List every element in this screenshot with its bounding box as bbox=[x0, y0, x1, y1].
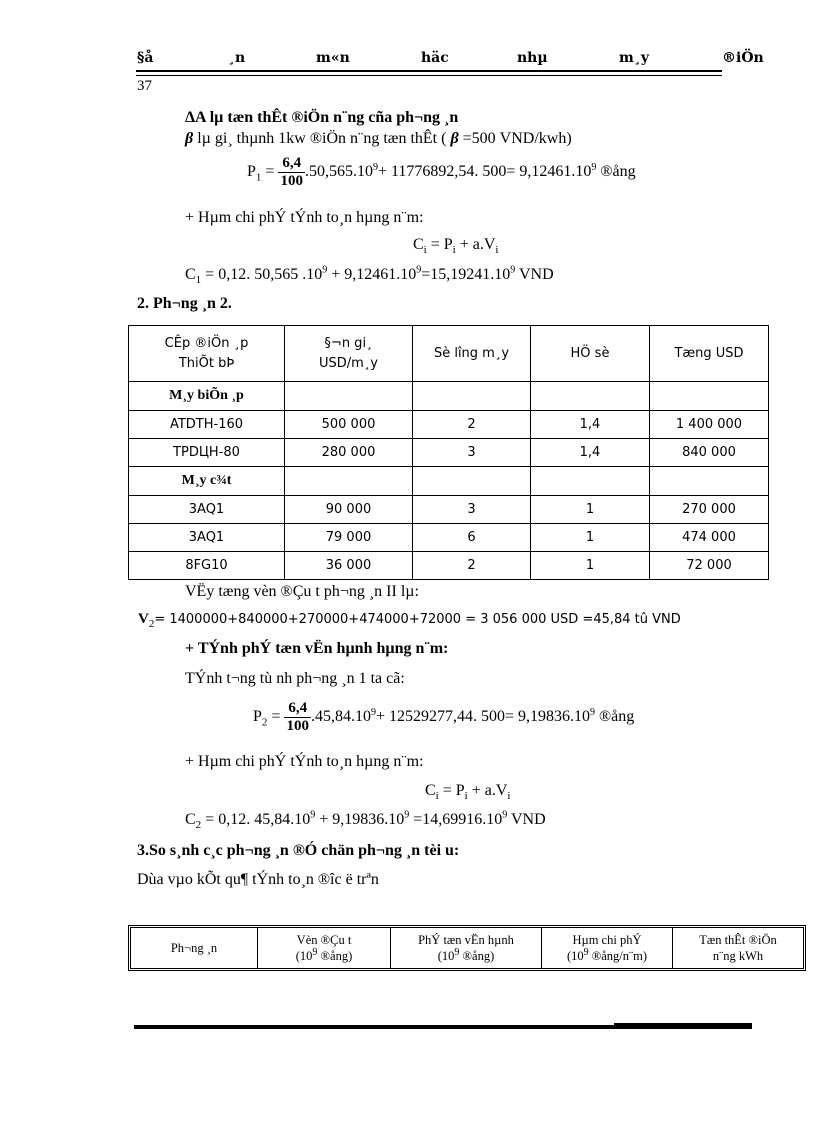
table-cell: 1,4 bbox=[531, 439, 650, 467]
table-cell: 500 000 bbox=[285, 411, 413, 439]
table-cell: 3 bbox=[413, 496, 531, 524]
category-row bbox=[129, 467, 769, 496]
ci-formula-2: $C_i = P_i + a.V_i$ bbox=[425, 782, 511, 803]
table-cell: 270 000 bbox=[650, 496, 769, 524]
footer-rule-segment bbox=[614, 1023, 752, 1025]
header-cell: §¬n gi¸ USD/m¸y bbox=[285, 326, 413, 382]
table-row bbox=[129, 552, 769, 580]
table-cell: 3AQ1 bbox=[129, 496, 285, 524]
table-cell: 90 000 bbox=[285, 496, 413, 524]
table-cell: 474 000 bbox=[650, 524, 769, 552]
page-number: 37 bbox=[137, 78, 152, 94]
table-row bbox=[129, 524, 769, 552]
comparison-header-cell: Tæn thÊt ®iÖn n¨ng kWh bbox=[673, 928, 804, 968]
table-cell: 1 400 000 bbox=[650, 411, 769, 439]
intro-line-1: ΔA lµ tæn thÊt ®iÖn n¨ng cña ph¬ng ¸n bbox=[185, 109, 459, 126]
header-cell: Sè lîng m¸y bbox=[413, 326, 531, 382]
comparison-header-row bbox=[131, 928, 803, 968]
table-cell: 36 000 bbox=[285, 552, 413, 580]
table-cell: 6 bbox=[413, 524, 531, 552]
c1-line: $C_1 = 0,12$. 50,565 $.10^9 + 9,12461.10^9=15,19241.10^9$ VND bbox=[185, 264, 554, 287]
table-cell: 8FG10 bbox=[129, 552, 285, 580]
table-cell: 2 bbox=[413, 411, 531, 439]
cost-heading-2: + Hµm chi phÝ tÝnh to¸n hµng n¨m: bbox=[185, 753, 424, 770]
table-cell: 3AQ1 bbox=[129, 524, 285, 552]
header-word-2: ¸n bbox=[228, 50, 246, 66]
table-row bbox=[129, 439, 769, 467]
comparison-header-cell: PhÝ tæn vËn hµnh ($10^9$ ®ång) bbox=[391, 928, 542, 968]
header-word-5: nhµ bbox=[517, 50, 548, 66]
comparison-header-cell: Hµm chi phÝ ($10^9$ ®ång/n¨m) bbox=[542, 928, 673, 968]
header-word-1: §å bbox=[137, 50, 154, 66]
header-rule-thick bbox=[136, 70, 722, 72]
header-cell: HÖ sè bbox=[531, 326, 650, 382]
section-2-title: 2. Ph¬ng ¸n 2. bbox=[137, 295, 232, 312]
op-cost-heading: + TÝnh phÝ tæn vËn hµnh hµng n¨m: bbox=[185, 640, 449, 657]
intro-line-2: β lµ gi¸ thµnh 1kw ®iÖn n¨ng tæn thÊt ( β =500 VND/kwh) bbox=[185, 130, 572, 147]
comparison-header-cell: Vèn ®Çu t ($10^9$ ®ång) bbox=[258, 928, 391, 968]
formula-p1: $P_1$ = $\frac{6,4}{100}$ $.50,565.10^9+ 11776892,54$. $500= 9,12461.10^9$ ®ång bbox=[247, 155, 636, 189]
cost-heading-1: + Hµm chi phÝ tÝnh to¸n hµng n¨m: bbox=[185, 209, 424, 226]
table-row bbox=[129, 411, 769, 439]
header-word-6: m¸y bbox=[619, 50, 649, 66]
category-label: M¸y biÕn ¸p bbox=[129, 382, 285, 411]
table-cell: 3 bbox=[413, 439, 531, 467]
ci-formula-1: $C_i = P_i + a.V_i$ bbox=[413, 236, 499, 257]
table-cell: 280 000 bbox=[285, 439, 413, 467]
table-cell: 2 bbox=[413, 552, 531, 580]
table-cell: 1 bbox=[531, 496, 650, 524]
v2-line: $V_2= 1400000+840000+270000+474000+72000 = 3$ 056 000 USD =45,84 tû VND bbox=[138, 611, 681, 630]
c2-line: $C_2 = 0,12$. $45,84.10^9 + 9,19836.10^9 =14,69916.10^9$ VND bbox=[185, 809, 546, 832]
header-cell: Tæng USD bbox=[650, 326, 769, 382]
footer-rule bbox=[134, 1025, 752, 1029]
formula-p2: $P_2$ = $\frac{6,4}{100}$ $.45,84.10^9+ 12529277,44$. $500= 9,19836.10^9$ ®ång bbox=[253, 700, 635, 734]
table-row bbox=[129, 496, 769, 524]
table-cell: ATDTH-160 bbox=[129, 411, 285, 439]
table-cell: TPDЦH-80 bbox=[129, 439, 285, 467]
similar-text: TÝnh t¬ng tù nh ph¬ng ¸n 1 ta cã: bbox=[185, 670, 405, 687]
header-word-4: häc bbox=[421, 50, 449, 66]
section-3-title: 3.So s¸nh c¸c ph¬ng ¸n ®Ó chän ph¬ng ¸n tèi u: bbox=[137, 842, 460, 859]
header-word-3: m«n bbox=[316, 50, 350, 66]
table-cell: 79 000 bbox=[285, 524, 413, 552]
table-cell: 72 000 bbox=[650, 552, 769, 580]
equipment-table bbox=[128, 325, 769, 580]
total-investment-text: VËy tæng vèn ®Çu t ph¬ng ¸n II lµ: bbox=[185, 583, 419, 600]
table-header-row bbox=[129, 326, 769, 382]
header-cell: CÊp ®iÖn ¸p ThiÕt bÞ bbox=[129, 326, 285, 382]
comparison-header-cell: Ph¬ng ¸n bbox=[170, 941, 218, 955]
table-cell: 1,4 bbox=[531, 411, 650, 439]
comparison-table bbox=[128, 925, 806, 971]
header-rule-thin bbox=[136, 75, 722, 76]
table-cell: 1 bbox=[531, 552, 650, 580]
category-row bbox=[129, 382, 769, 411]
table-cell: 840 000 bbox=[650, 439, 769, 467]
based-on-text: Dùa vµo kÕt qu¶ tÝnh to¸n ®îc ë trªn bbox=[137, 871, 379, 888]
table-cell: 1 bbox=[531, 524, 650, 552]
header-word-7: ®iÖn bbox=[722, 50, 764, 66]
category-label: M¸y c¾t bbox=[129, 467, 285, 496]
